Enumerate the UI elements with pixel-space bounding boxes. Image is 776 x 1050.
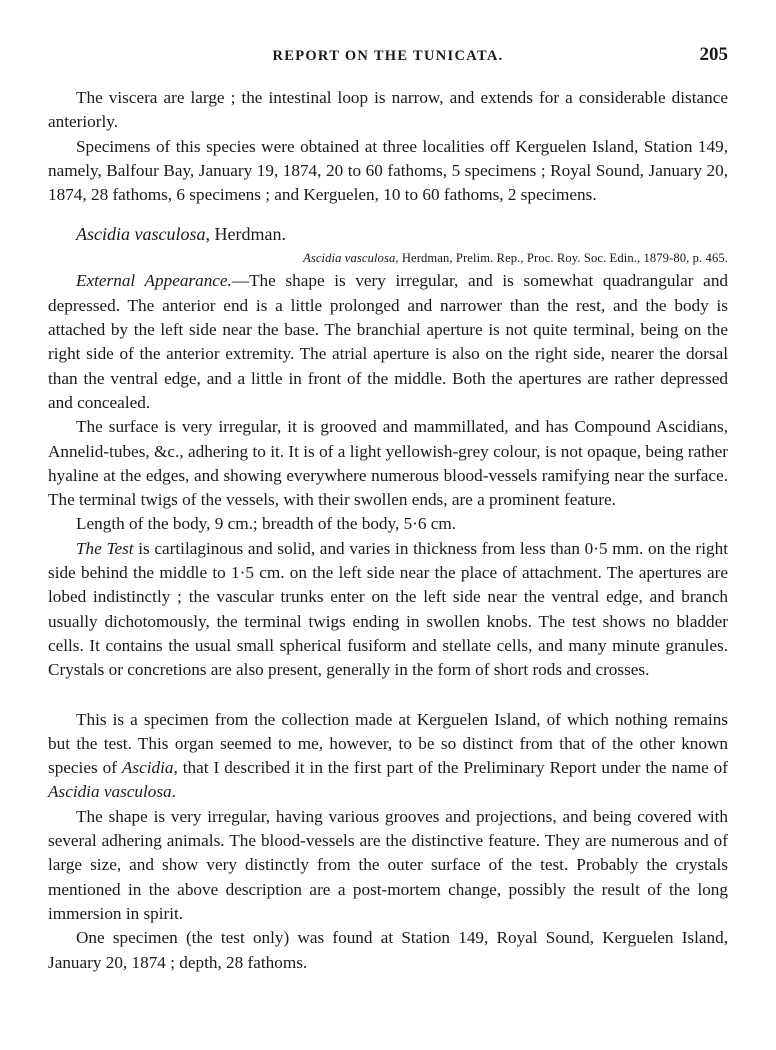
species-author: , Herdman. xyxy=(205,224,286,245)
paragraph-specimens-localities: Specimens of this species were obtained at three localities off Kerguelen Island, Station 149, namely, Balfour Bay, January 19, 1874, 20 to 60 fathoms, 5 specimens ; Royal Sound, January 20, 1874, 28 fathoms, 6 specimens ; and Kerguelen, 10 to 60 fathoms, 2 specimens. xyxy=(48,136,728,205)
paragraph-test xyxy=(48,537,728,683)
page-body xyxy=(48,86,728,975)
page-header xyxy=(48,44,728,70)
remarks-text-end: . xyxy=(171,782,176,802)
test-text: is cartilaginous and solid, and varies in thickness from less than 0·5 mm. on the right side behind the middle to 1·5 cm. on the left side near the place of attachment. The apertures are lobed indistinctly ; the vascular trunks enter on the left side near the ventral edge, and branch usually dichotomously, the terminal twigs ending in swollen knobs. The test shows no bladder cells. It contains the usual small spherical fusiform and stellate cells, and many minute granules. Crystals or concretions are also present, generally in the form of short rods and crosses. xyxy=(48,538,729,680)
synonymy-reference xyxy=(48,248,728,268)
paragraph-dimensions: Length of the body, 9 cm.; breadth of the body, 5·6 cm. xyxy=(76,514,457,534)
species-heading xyxy=(48,222,728,246)
species-name: Ascidia vasculosa xyxy=(76,224,206,245)
remarks-text-start: This is a specimen from the collection made at Kerguelen Island, of which nothing remains but the test. This organ seemed to me, however, to be so distinct from that of the other known species of xyxy=(48,709,728,778)
paragraph-remarks-shape: The shape is very irregular, having various grooves and projections, and being covered with several adhering animals. The blood-vessels are the distinctive feature. They are numerous and of large size, and show very distinctly from the outer surface of the test. Probably the crystals mentioned in the above description are a post-mortem change, possibly the result of the long immersion in spirit. xyxy=(48,806,728,923)
remarks-species: Ascidia vasculosa xyxy=(48,782,172,802)
remarks-text-middle: , that I described it in the first part of the Preliminary Report under the name of xyxy=(173,758,728,778)
external-appearance-text: —The shape is very irregular, and is somewhat quadrangular and depressed. The anterior end is a little prolonged and narrower than the rest, and the body is attached by the left side near the base. The branchial aperture is not quite terminal, being on the right side of the anterior extremity. The atrial aperture is also on the right side, nearer the dorsal than the ventral edge, and a little in front of the middle. Both the apertures are rather depressed and concealed. xyxy=(48,271,729,412)
page-number: 205 xyxy=(699,44,728,65)
test-heading: The Test xyxy=(76,538,134,558)
running-title: REPORT ON THE TUNICATA. xyxy=(272,48,504,64)
external-appearance-heading: External Appearance. xyxy=(76,271,232,291)
paragraph-remarks-specimen xyxy=(48,708,728,805)
section-gap xyxy=(48,683,728,708)
synonymy-citation: , Herdman, Prelim. Rep., Proc. Roy. Soc. Edin., 1879-80, p. 465. xyxy=(395,251,728,266)
remarks-genus: Ascidia xyxy=(121,758,174,778)
paragraph-remarks-station: One specimen (the test only) was found at Station 149, Royal Sound, Kerguelen Island, January 20, 1874 ; depth, 28 fathoms. xyxy=(48,928,728,972)
synonymy-name: Ascidia vasculosa xyxy=(303,251,396,266)
paragraph-surface: The surface is very irregular, it is grooved and mammillated, and has Compound Ascidians, Annelid-tubes, &c., adhering to it. It is of a light yellowish-grey colour, is not opaque, being rather hyaline at the edges, and showing everywhere numerous blood-vessels ramifying near the surface. The terminal twigs of the vessels, with their swollen ends, are a prominent feature. xyxy=(48,417,728,510)
paragraph-external-appearance xyxy=(48,269,728,415)
paragraph-viscera: The viscera are large ; the intestinal loop is narrow, and extends for a considerable distance anteriorly. xyxy=(48,88,728,132)
